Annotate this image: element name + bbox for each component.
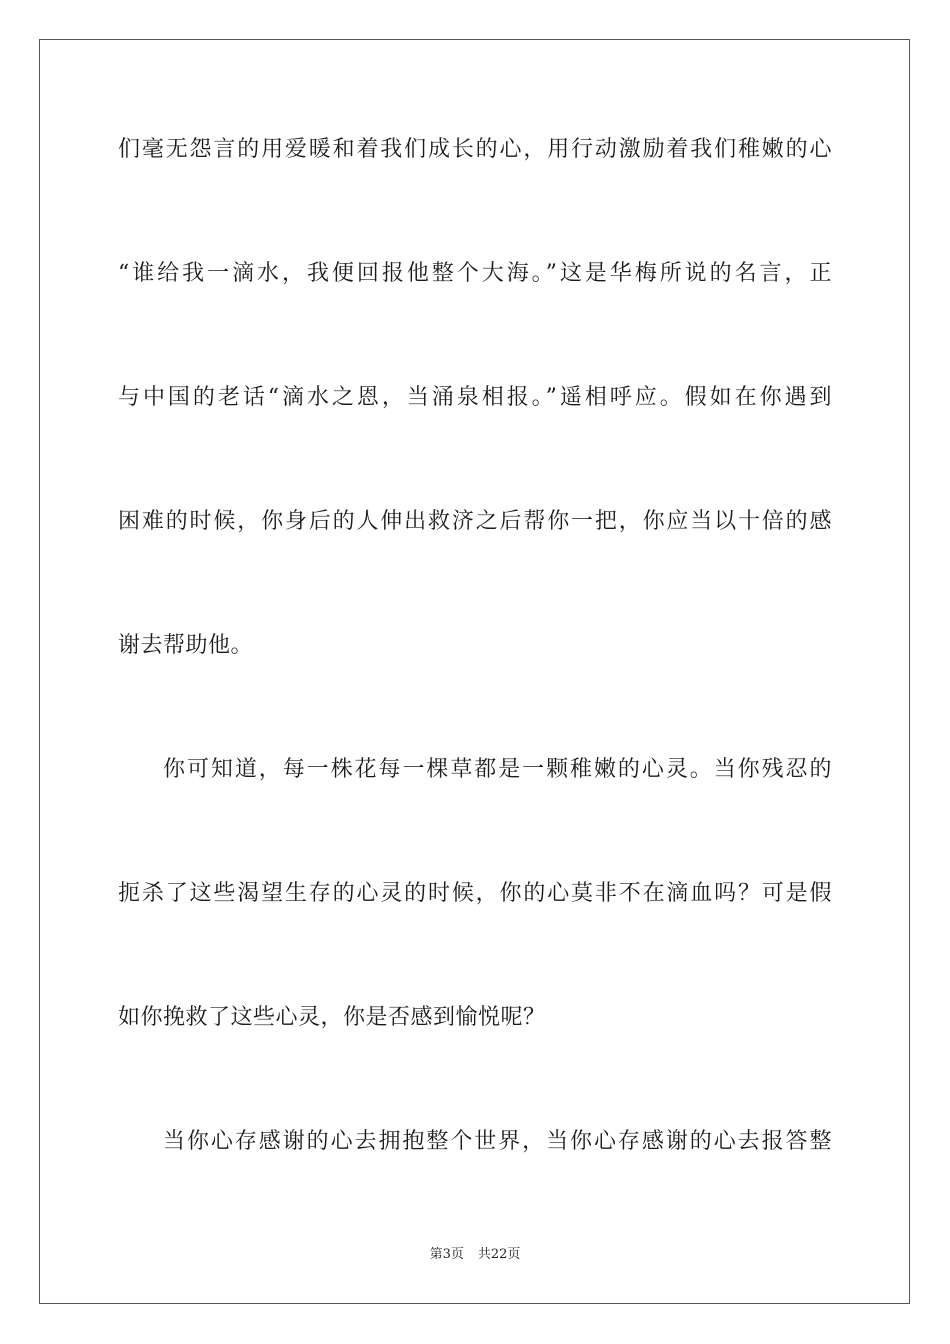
text-line-7: 扼杀了这些渴望生存的心灵的时候，你的心莫非不在滴血吗？可是假 — [118, 881, 832, 906]
text-line-6: 你可知道，每一株花每一棵草都是一颗稚嫩的心灵。当你残忍的 — [163, 757, 832, 782]
text-line-1: 们毫无怨言的用爱暖和着我们成长的心，用行动激励着我们稚嫩的心 — [118, 137, 832, 162]
text-line-3: 与中国的老话“滴水之恩，当涌泉相报。”遥相呼应。假如在你遇到 — [118, 385, 832, 410]
text-line-5: 谢去帮助他。 — [118, 633, 254, 658]
page-border — [39, 39, 910, 1304]
page-total: 共22页 — [477, 1247, 521, 1262]
text-line-4: 困难的时候，你身后的人伸出救济之后帮你一把，你应当以十倍的感 — [118, 509, 832, 534]
text-line-2: “谁给我一滴水，我便回报他整个大海。”这是华梅所说的名言，正 — [118, 261, 832, 286]
page-footer — [0, 1247, 950, 1263]
page-number: 第3页 — [429, 1247, 464, 1262]
text-line-9: 当你心存感谢的心去拥抱整个世界，当你心存感谢的心去报答整 — [163, 1129, 832, 1154]
text-line-8: 如你挽救了这些心灵，你是否感到愉悦呢？ — [118, 1005, 546, 1030]
